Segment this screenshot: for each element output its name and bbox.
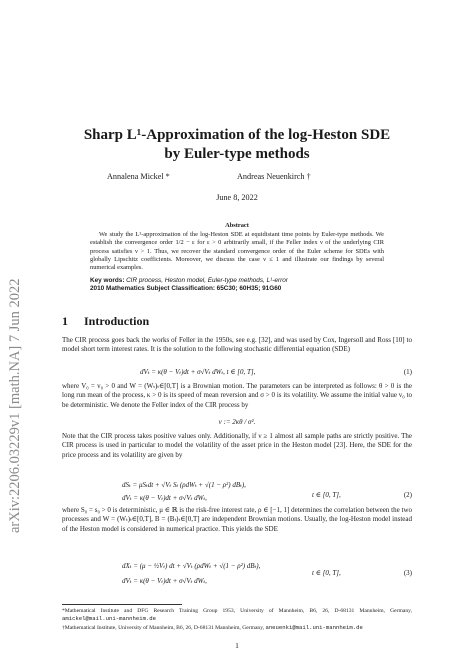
equation-3-condition: t ∈ [0, T], (312, 569, 341, 577)
feller-index-equation: ν := 2κθ / σ². (218, 418, 256, 426)
paragraph-1: The CIR process goes back the works of Feller in the 1950s, see e.g. [32], and was used by Cox, Ingersoll and Ross [10] to model short term interest rates. It is the solution to the following stochastic differential equation (SDE) (62, 336, 412, 354)
msc-text: 65C30; 60H35; 91G60 (216, 285, 282, 293)
keywords-block (90, 277, 384, 294)
keywords-label: Key words: (90, 277, 125, 284)
equation-3-tag: (3) (403, 569, 412, 577)
page-number: 1 (235, 641, 239, 650)
keywords-text: CIR process, Heston model, Euler-type methods, L¹-error (126, 277, 288, 284)
equation-2-tag: (2) (403, 491, 412, 499)
equation-2-condition: t ∈ [0, T], (312, 491, 341, 499)
footnote-rule (62, 604, 182, 605)
footnote-2-text: †Mathematical Institute, University of Mannheim, B6, 26, D-68131 Mannheim, Germany, (62, 625, 265, 631)
equation-1-tag: (1) (403, 368, 412, 376)
footnote-2 (62, 624, 412, 632)
equation-3-line-1: dXₜ = (μ − ½Vₜ) dt + √Vₜ (ρdWₜ + √(1 − ρ²) dBₜ), (122, 562, 261, 570)
footnote-2-email[interactable]: aneuenki@mail.uni-mannheim.de (265, 624, 363, 631)
arxiv-stamp (3, 175, 25, 535)
arxiv-stamp-text: arXiv:2206.03229v1 [math.NA] 7 Jun 2022 (7, 278, 23, 533)
equation-2-line-2: dVₜ = κ(θ − Vₜ)dt + σ√Vₜ dWₜ, (122, 494, 207, 502)
footnote-1 (62, 608, 412, 623)
paper-title (62, 126, 412, 164)
paragraph-3: Note that the CIR process takes positive values only. Additionally, if ν ≥ 1 almost all sample paths are strictly positive. The CIR process is used in particular to model the volatility of the asset price in the Heston model [23]. Here, the SDE for the price process and its volatility are given by (62, 432, 412, 459)
equation-3-line-2: dVₜ = κ(θ − Vₜ)dt + σ√Vₜ dWₜ, (122, 577, 207, 585)
section-number: 1 (62, 314, 68, 328)
paragraph-2: where V₀ = v₀ > 0 and W = (Wₜ)ₜ∈[0,T] is a Brownian motion. The parameters can be interpreted as follows: θ > 0 is the long run mean of the process, κ > 0 is its speed of mean reversion and σ > 0 is its volatility. We assume the initial value v₀ to be deterministic. We denote the Feller index of the CIR process by (62, 382, 412, 409)
msc-label: 2010 Mathematics Subject Classification: (90, 285, 216, 293)
author-2: Andreas Neuenkirch † (237, 172, 311, 181)
footnote-1-text: *Mathematical Institute and DFG Research Training Group 1953, University of Mannheim, B6, 26, D-68131 Mannheim, Germany, (62, 608, 412, 614)
title-line-2: by Euler-type methods (164, 146, 310, 162)
section-heading (62, 314, 149, 329)
equation-2-line-1: dSₜ = μSₜdt + √Vₜ Sₜ (ρdWₜ + √(1 − ρ²) dBₜ), (122, 481, 246, 489)
paper-date: June 8, 2022 (216, 193, 258, 202)
footnote-1-email[interactable]: amickel@mail.uni-mannheim.de (62, 615, 156, 623)
abstract-text: We study the L¹-approximation of the log-Heston SDE at equidistant time points by Euler-type methods. We establish the convergence order 1/2 − ε for ε > 0 arbitrarily small, if the Feller index ν of the underlying CIR process satisfies ν > 1. Thus, we recover the standard convergence order of the Euler scheme for SDEs with globally Lipschitz coefficients. Moreover, we discuss the case ν ≤ 1 and illustrate our findings by several numerical examples. (90, 231, 384, 272)
title-line-1: Sharp L¹-Approximation of the log-Heston SDE (83, 127, 391, 143)
author-1: Annalena Mickel * (107, 172, 170, 181)
equation-1-body: dVₜ = κ(θ − Vₜ)dt + σ√Vₜ dWₜ, t ∈ [0, T], (140, 368, 256, 376)
abstract-heading: Abstract (225, 222, 249, 229)
paragraph-4: where S₀ = s₀ > 0 is deterministic, μ ∈ ℝ is the risk-free interest rate, ρ ∈ [−1, 1] determines the correlation between the two processes and W = (Wₜ)ₜ∈[0,T], B = (Bₜ)ₜ∈[0,T] are independent Brownian motions. Usually, the log-Heston model instead of the Heston model is considered in numerical practice. This yields the SDE (62, 506, 412, 533)
section-title: Introduction (84, 314, 150, 328)
